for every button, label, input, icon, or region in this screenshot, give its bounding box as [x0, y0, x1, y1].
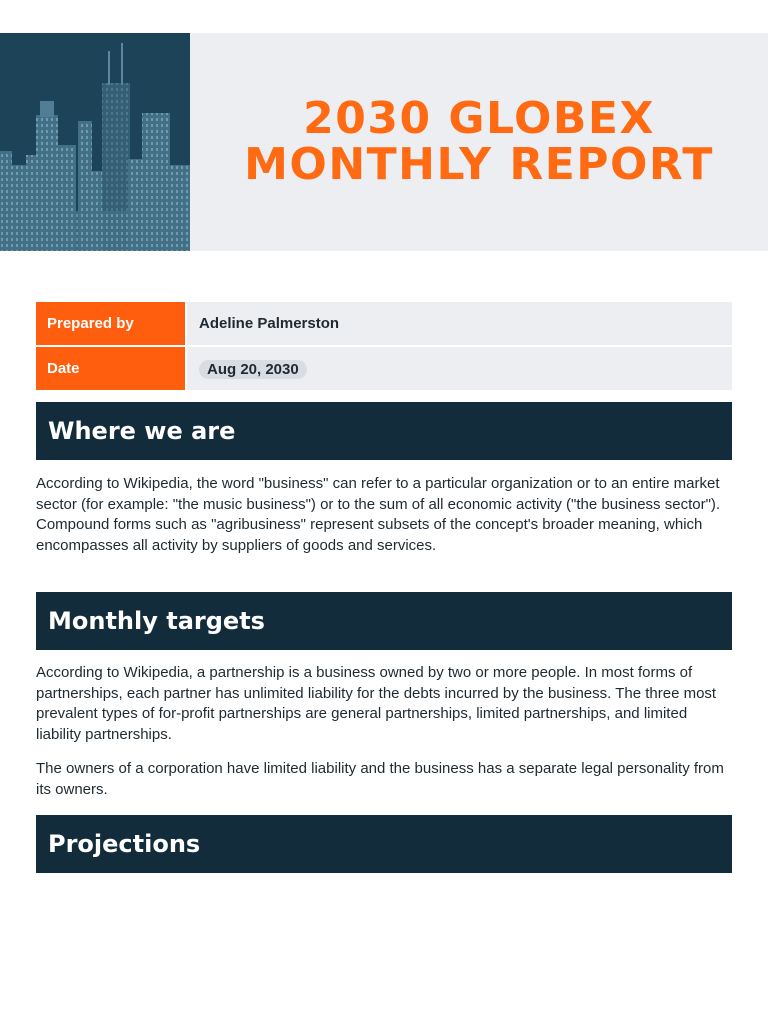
report-header [0, 33, 768, 251]
section-where-we-are-paragraph: According to Wikipedia, the word "business" can refer to a particular organization or to an entire market sector (for example: "the music business") or to the sum of all economic activity ("the business sector"). Compound forms such as "agribusiness" represent subsets of the concept's broader meaning, which encompasses all activity by suppliers of goods and services. [36, 475, 721, 554]
prepared-by-value: Adeline Palmerston [187, 302, 732, 345]
date-label: Date [36, 347, 185, 390]
report-title-line-2: MONTHLY REPORT [244, 139, 714, 190]
meta-row-prepared-by [36, 302, 732, 345]
date-chip: Aug 20, 2030 [199, 360, 307, 379]
date-value-cell [187, 347, 732, 390]
city-skyline-image [0, 33, 190, 251]
report-title-line-1: 2030 GLOBEX [303, 93, 655, 144]
section-monthly-targets-paragraph-1: According to Wikipedia, a partnership is a business owned by two or more people. In most forms of partnerships, each partner has unlimited liability for the debts incurred by the business. The three most prevalent types of for-profit partnerships are general partnerships, limited partnerships, and limited liability partnerships. [36, 664, 717, 743]
section-heading-monthly-targets: Monthly targets [36, 592, 732, 650]
section-monthly-targets-paragraph-2: The owners of a corporation have limited liability and the business has a separate legal personality from its owners. [36, 760, 724, 798]
report-meta-table [36, 302, 732, 392]
section-heading-projections: Projections [36, 815, 732, 873]
report-title [190, 33, 768, 251]
section-heading-where-we-are: Where we are [36, 402, 732, 460]
prepared-by-label: Prepared by [36, 302, 185, 345]
meta-row-date [36, 347, 732, 390]
